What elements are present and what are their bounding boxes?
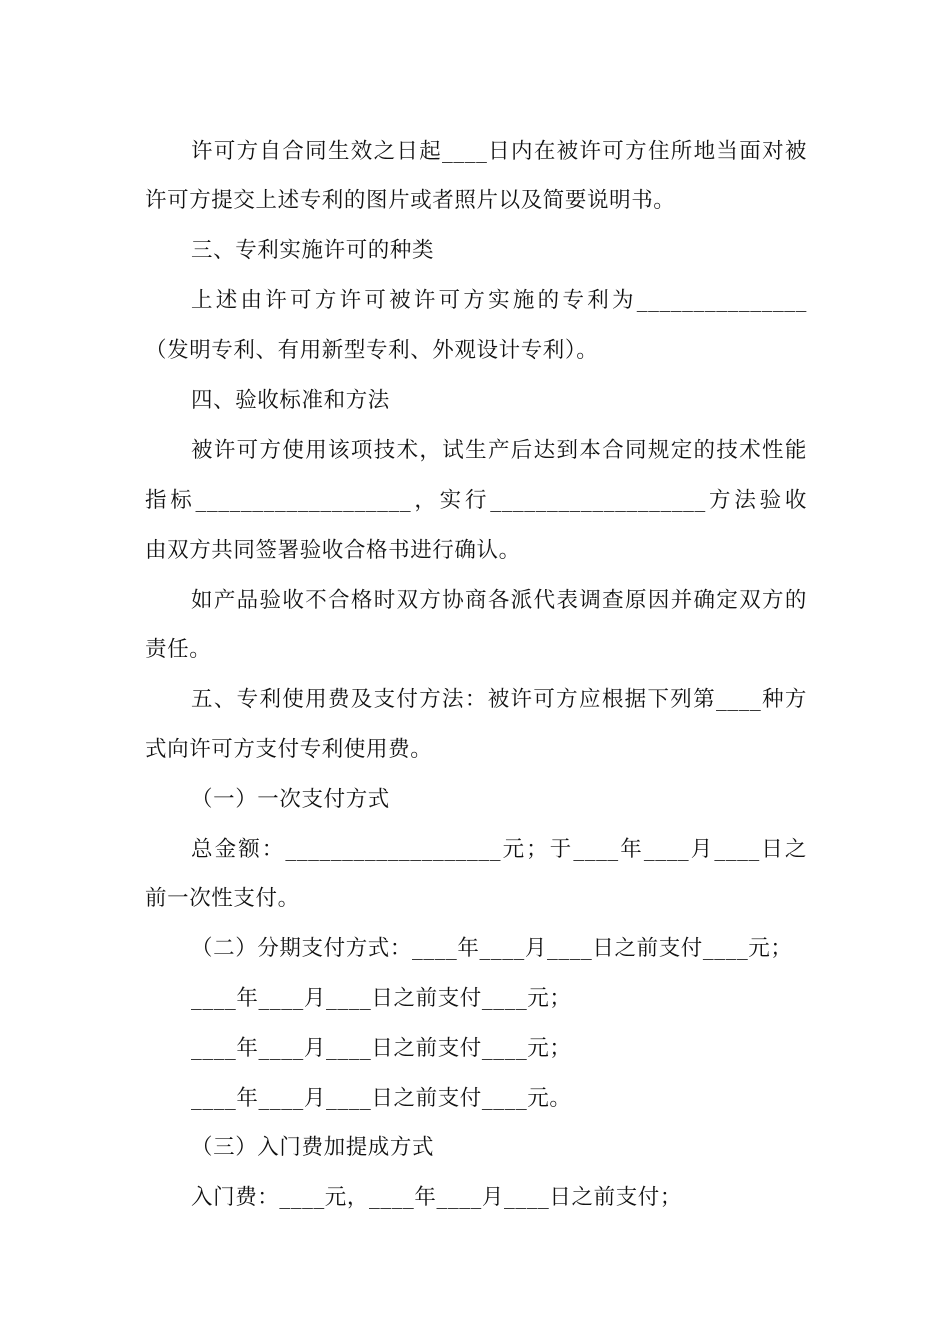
subsection-heading: （三）入门费加提成方式	[191, 1135, 435, 1160]
paragraph-line: 式向许可方支付专利使用费。	[145, 737, 433, 762]
subsection-heading: （一）一次支付方式	[191, 787, 390, 812]
section-heading: 五、专利使用费及支付方法：被许可方应根据下列第____种方	[191, 687, 807, 712]
paragraph-line: 被许可方使用该项技术，试生产后达到本合同规定的技术性能	[191, 438, 807, 463]
paragraph-line: （发明专利、有用新型专利、外观设计专利）。	[145, 338, 599, 363]
paragraph-line: 上述由许可方许可被许可方实施的专利为_______________	[191, 288, 807, 313]
paragraph-line: 入门费：____元，____年____月____日之前支付；	[191, 1185, 683, 1210]
paragraph-line: 前一次性支付。	[145, 886, 300, 911]
section-heading: 三、专利实施许可的种类	[191, 238, 435, 263]
paragraph-line: 许可方提交上述专利的图片或者照片以及简要说明书。	[145, 188, 676, 213]
section-heading: 四、验收标准和方法	[191, 388, 390, 413]
paragraph-line: ____年____月____日之前支付____元；	[191, 986, 572, 1011]
paragraph-line: ____年____月____日之前支付____元。	[191, 1086, 572, 1111]
paragraph-line: 总金额：___________________元；于____年____月____日之	[191, 837, 807, 862]
paragraph-line: 许可方自合同生效之日起____日内在被许可方住所地当面对被	[191, 139, 807, 164]
paragraph-line: 由双方共同签署验收合格书进行确认。	[145, 538, 521, 563]
paragraph-line: 如产品验收不合格时双方协商各派代表调查原因并确定双方的	[191, 588, 807, 613]
paragraph-line: 责任。	[145, 637, 212, 662]
paragraph-line: 指标___________________，实行___________________方法验收	[145, 488, 807, 513]
subsection-heading: （二）分期支付方式：____年____月____日之前支付____元；	[191, 936, 793, 961]
paragraph-line: ____年____月____日之前支付____元；	[191, 1036, 572, 1061]
